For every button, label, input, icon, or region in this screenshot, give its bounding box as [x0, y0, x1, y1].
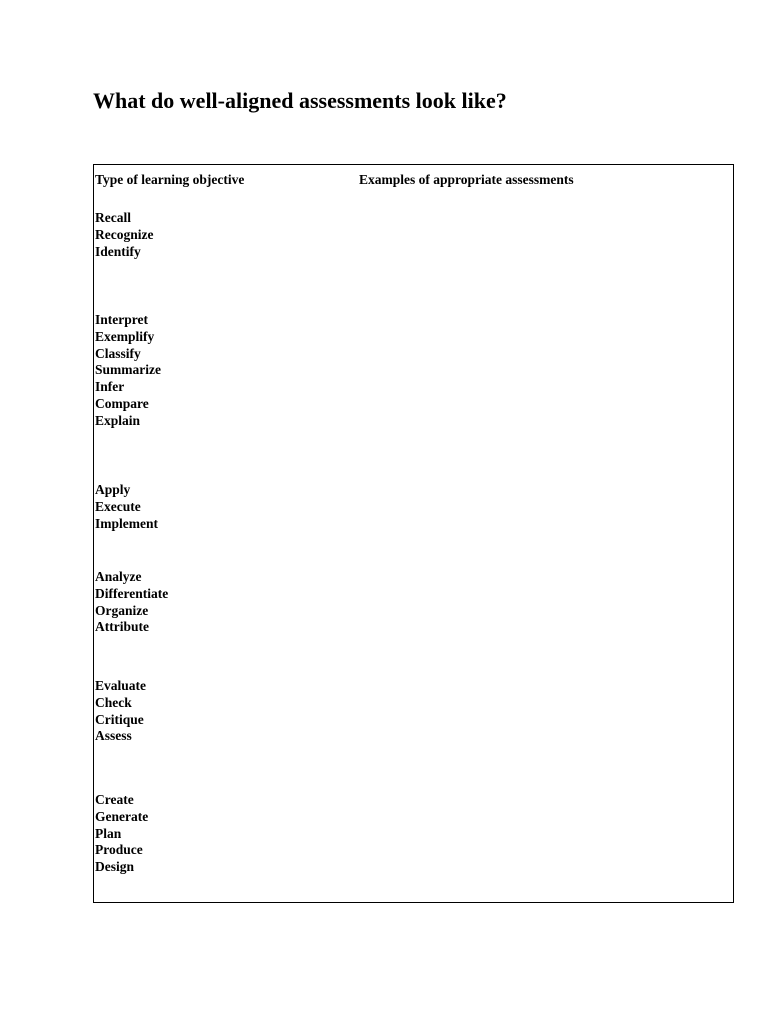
objective-verb: Interpret — [95, 312, 148, 327]
objective-verb: Plan — [95, 825, 122, 841]
objective-verb: Attribute — [95, 619, 149, 635]
page-title: What do well-aligned assessments look like? — [93, 88, 507, 113]
assessment-table — [93, 164, 734, 903]
objective-verb: Check — [95, 694, 132, 710]
column-header-objective: Type of learning objective — [95, 172, 245, 187]
objective-group-understand — [95, 312, 161, 430]
objective-verb: Recognize — [95, 226, 154, 242]
objective-verb: Analyze — [95, 569, 142, 584]
objective-group-remember — [95, 210, 153, 260]
objective-verb: Critique — [95, 711, 144, 727]
objective-verb: Organize — [95, 602, 149, 618]
objective-verb: Create — [95, 792, 134, 807]
objective-verb: Recall — [95, 210, 131, 225]
objective-group-evaluate — [95, 678, 146, 745]
column-header-assessments: Examples of appropriate assessments — [359, 172, 574, 187]
objective-verb: Assess — [95, 728, 132, 744]
objective-verb: Produce — [95, 842, 143, 858]
objective-verb: Evaluate — [95, 678, 147, 693]
objective-verb: Generate — [95, 808, 149, 824]
objective-verb: Infer — [95, 379, 125, 395]
objective-group-apply — [95, 482, 158, 532]
objective-verb: Exemplify — [95, 328, 155, 344]
objective-verb: Differentiate — [95, 585, 169, 601]
objective-verb: Classify — [95, 345, 141, 361]
objective-verb: Summarize — [95, 362, 161, 378]
objective-group-analyze — [95, 569, 168, 636]
objective-verb: Identify — [95, 243, 141, 259]
objective-verb: Execute — [95, 498, 141, 514]
objective-verb: Apply — [95, 482, 131, 497]
objective-verb: Implement — [95, 515, 158, 531]
objective-group-create — [95, 792, 148, 876]
objective-verb: Design — [95, 859, 135, 875]
objective-verb: Compare — [95, 395, 149, 411]
objective-verb: Explain — [95, 412, 141, 428]
